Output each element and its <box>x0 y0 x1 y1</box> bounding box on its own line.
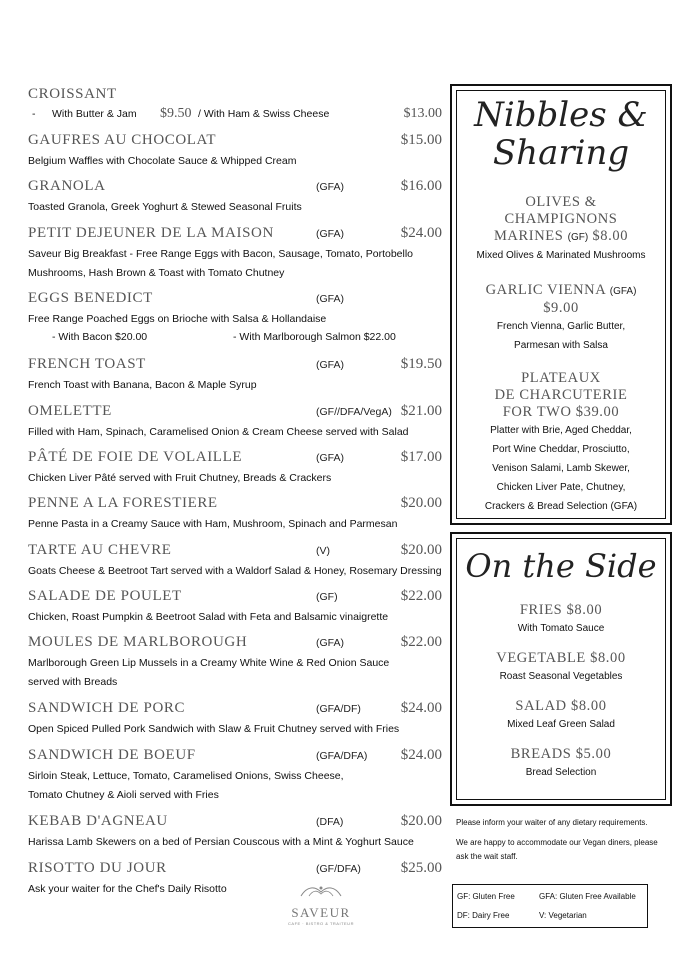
menu-item-pate <box>28 449 448 488</box>
item-name: DE CHARCUTERIE <box>494 387 628 403</box>
item-price: $9.00 <box>543 300 579 316</box>
menu-item-moules <box>28 634 448 692</box>
item-name: SANDWICH DE BOEUF <box>28 747 196 763</box>
item-description: served with Breads <box>28 676 118 688</box>
item-name: CROISSANT <box>28 86 117 102</box>
item-name: GRANOLA <box>28 178 106 194</box>
item-name: SALAD $8.00 <box>515 698 607 714</box>
item-name: PENNE A LA FORESTIERE <box>28 495 218 511</box>
section-title: On the Side <box>465 547 657 585</box>
item-price: $24.00 <box>400 700 442 716</box>
dietary-tag: (V) <box>316 545 330 557</box>
section-title: Nibbles & <box>474 95 648 135</box>
legend-item: V: Vegetarian <box>539 911 587 920</box>
option-label: / With Ham & Swiss Cheese <box>198 108 330 120</box>
side-salad <box>452 698 670 734</box>
item-description: Tomato Chutney & Aioli served with Fries <box>28 789 219 801</box>
on-the-side-panel <box>450 532 672 806</box>
item-name: PÂTÉ DE FOIE DE VOLAILLE <box>28 449 243 465</box>
saveur-logo <box>284 884 358 944</box>
item-description: Mixed Leaf Green Salad <box>507 719 615 730</box>
item-price: $22.00 <box>400 634 442 650</box>
dietary-tag: (GFA) <box>316 452 344 464</box>
logo-tagline: CAFE · BISTRO & TRAITEUR <box>288 921 354 926</box>
item-price: $17.00 <box>400 449 442 465</box>
item-price: $24.00 <box>400 225 442 241</box>
option-price: $9.50 <box>160 106 192 121</box>
item-name: OMELETTE <box>28 403 112 419</box>
item-description: Filled with Ham, Spinach, Caramelised Onion & Cream Cheese served with Salad <box>28 426 409 438</box>
menu-item-penne <box>28 495 448 534</box>
note-text: We are happy to accommodate our Vegan diners, please ask the wait staff. <box>456 838 658 861</box>
dietary-tag: (GFA) <box>316 228 344 240</box>
item-price: $20.00 <box>400 542 442 558</box>
ornament-icon <box>297 884 345 900</box>
menu-item-tarte <box>28 542 448 581</box>
logo-wordmark: SAVEUR <box>291 905 351 920</box>
item-description: Port Wine Cheddar, Prosciutto, <box>492 444 630 455</box>
item-name: FRIES $8.00 <box>519 602 603 618</box>
item-description: Platter with Brie, Aged Cheddar, <box>490 425 632 436</box>
item-description: Roast Seasonal Vegetables <box>499 671 623 682</box>
item-description: Marlborough Green Lip Mussels in a Creamy White Wine & Red Onion Sauce <box>28 657 390 669</box>
dietary-tag: (GFA) <box>609 286 637 297</box>
item-name: PETIT DEJEUNER DE LA MAISON <box>28 225 274 241</box>
side-breads <box>452 746 670 782</box>
item-price: $20.00 <box>400 495 442 511</box>
item-name: FOR TWO $39.00 <box>502 404 620 420</box>
menu-item-petit-dejeuner <box>28 225 448 283</box>
option-dash: - <box>32 108 36 120</box>
menu-item-kebab <box>28 813 448 852</box>
item-description: Penne Pasta in a Creamy Sauce with Ham, Mushroom, Spinach and Parmesan <box>28 518 398 530</box>
item-name: TARTE AU CHEVRE <box>28 542 172 558</box>
dietary-tag: (GF) <box>567 232 589 243</box>
dietary-tag: (GFA/DF) <box>316 703 361 715</box>
menu-item-sandwich-porc <box>28 700 448 739</box>
dietary-tag: (GF//DFA/VegA) <box>316 406 392 418</box>
item-name: MOULES DE MARLBOROUGH <box>28 634 248 650</box>
dietary-tag: (GFA) <box>316 181 344 193</box>
item-description: Mushrooms, Hash Brown & Toast with Tomato Chutney <box>28 267 285 279</box>
note-text: Please inform your waiter of any dietary requirements. <box>456 818 648 827</box>
item-description: Ask your waiter for the Chef's Daily Risotto <box>28 883 227 895</box>
menu-item-omelette <box>28 403 448 442</box>
item-price: $21.00 <box>400 403 442 419</box>
item-name: EGGS BENEDICT <box>28 290 153 306</box>
menu-item-gaufres <box>28 132 448 171</box>
dietary-legend <box>452 884 648 928</box>
legend-item: GFA: Gluten Free Available <box>539 892 636 901</box>
item-name: BREADS $5.00 <box>510 746 612 762</box>
menu-item-salade <box>28 588 448 627</box>
item-description: Goats Cheese & Beetroot Tart served with a Waldorf Salad & Honey, Rosemary Dressing <box>28 565 442 577</box>
legend-item: DF: Dairy Free <box>457 911 510 920</box>
item-price: $13.00 <box>403 106 442 121</box>
item-description: Toasted Granola, Greek Yoghurt & Stewed Seasonal Fruits <box>28 201 302 213</box>
item-name: OLIVES & <box>525 194 597 210</box>
item-price: $8.00 <box>592 228 629 244</box>
item-description: Chicken Liver Pate, Chutney, <box>496 482 626 493</box>
item-name: KEBAB D'AGNEAU <box>28 813 168 829</box>
item-description: With Tomato Sauce <box>517 623 605 634</box>
legend-item: GF: Gluten Free <box>457 892 515 901</box>
item-description: Free Range Poached Eggs on Brioche with Salsa & Hollandaise <box>28 313 327 325</box>
item-name: PLATEAUX <box>521 370 601 386</box>
dietary-tag: (GFA) <box>316 293 344 305</box>
item-name: FRENCH TOAST <box>28 356 146 372</box>
item-description: French Toast with Banana, Bacon & Maple Syrup <box>28 379 257 391</box>
item-description: Sirloin Steak, Lettuce, Tomato, Caramelised Onions, Swiss Cheese, <box>28 770 344 782</box>
item-description: Venison Salami, Lamb Skewer, <box>492 463 630 474</box>
option-label: - With Marlborough Salmon $22.00 <box>233 331 396 343</box>
nibble-olives <box>452 194 670 265</box>
item-description: Crackers & Bread Selection (GFA) <box>484 501 638 512</box>
menu-item-eggs-benedict <box>28 290 448 347</box>
menu-item-risotto <box>28 860 448 899</box>
item-description: Chicken, Roast Pumpkin & Beetroot Salad with Feta and Balsamic vinaigrette <box>28 611 389 623</box>
item-price: $22.00 <box>400 588 442 604</box>
item-description: French Vienna, Garlic Butter, <box>496 321 626 332</box>
item-name: SANDWICH DE PORC <box>28 700 186 716</box>
item-price: $24.00 <box>400 747 442 763</box>
item-description: Saveur Big Breakfast - Free Range Eggs with Bacon, Sausage, Tomato, Portobello <box>28 248 414 260</box>
item-name: MARINES <box>493 228 564 244</box>
option-label: - With Bacon $20.00 <box>52 331 148 343</box>
nibble-garlic-vienna <box>452 282 670 355</box>
menu-item-croissant <box>28 86 448 126</box>
dietary-tag: (GFA/DFA) <box>316 750 368 762</box>
item-description: Open Spiced Pulled Pork Sandwich with Slaw & Fruit Chutney served with Fries <box>28 723 400 735</box>
dietary-notes <box>456 816 671 864</box>
item-description: Mixed Olives & Marinated Mushrooms <box>476 250 646 261</box>
item-price: $20.00 <box>400 813 442 829</box>
side-vegetable <box>452 650 670 686</box>
section-title: Sharing <box>492 133 630 173</box>
item-description: Bread Selection <box>525 767 597 778</box>
item-name: GAUFRES AU CHOCOLAT <box>28 132 217 148</box>
dietary-tag: (GF) <box>316 591 338 603</box>
item-name: RISOTTO DU JOUR <box>28 860 167 876</box>
dietary-tag: (DFA) <box>316 816 344 828</box>
menu-item-sandwich-boeuf <box>28 747 448 805</box>
dietary-tag: (GFA) <box>316 359 344 371</box>
item-price: $15.00 <box>400 132 442 148</box>
item-description: Chicken Liver Pâté served with Fruit Chutney, Breads & Crackers <box>28 472 332 484</box>
option-label: With Butter & Jam <box>52 108 137 120</box>
item-price: $19.50 <box>400 356 442 372</box>
item-description: Parmesan with Salsa <box>514 340 608 351</box>
side-fries <box>452 602 670 638</box>
dietary-tag: (GF/DFA) <box>316 863 361 875</box>
item-description: Harissa Lamb Skewers on a bed of Persian Couscous with a Mint & Yoghurt Sauce <box>28 836 414 848</box>
item-price: $16.00 <box>400 178 442 194</box>
item-name: SALADE DE POULET <box>28 588 182 604</box>
item-price: $25.00 <box>400 860 442 876</box>
menu-item-french-toast <box>28 356 448 395</box>
nibble-plateaux <box>452 370 670 516</box>
dietary-tag: (GFA) <box>316 637 344 649</box>
nibbles-sharing-panel <box>450 84 672 525</box>
item-name: CHAMPIGNONS <box>504 211 618 227</box>
item-name: GARLIC VIENNA <box>485 282 606 298</box>
item-name: VEGETABLE $8.00 <box>496 650 626 666</box>
menu-item-granola <box>28 178 448 217</box>
item-description: Belgium Waffles with Chocolate Sauce & Whipped Cream <box>28 155 297 167</box>
